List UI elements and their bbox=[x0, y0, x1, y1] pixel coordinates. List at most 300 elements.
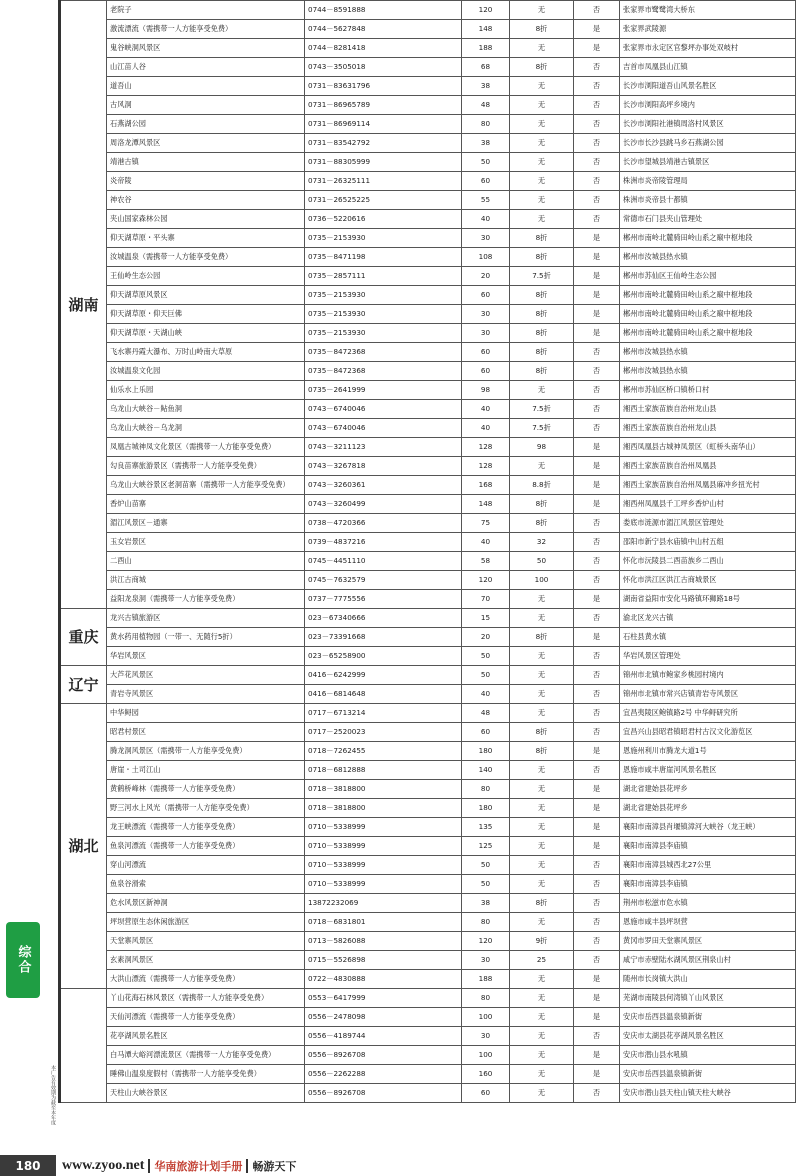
region-label: 重庆 bbox=[60, 609, 107, 666]
address: 怀化市沅陵县二酉苗族乡二酉山 bbox=[620, 552, 796, 571]
table-row bbox=[60, 495, 796, 514]
free-flag: 否 bbox=[574, 856, 620, 875]
table-row bbox=[60, 533, 796, 552]
address: 随州市长岗镇大洪山 bbox=[620, 970, 796, 989]
phone: 0743－3267818 bbox=[305, 457, 462, 476]
free-flag: 是 bbox=[574, 799, 620, 818]
phone: 0717－2520023 bbox=[305, 723, 462, 742]
free-flag: 是 bbox=[574, 476, 620, 495]
free-flag: 是 bbox=[574, 229, 620, 248]
address: 长沙市望城县靖港古镇景区 bbox=[620, 153, 796, 172]
free-flag: 否 bbox=[574, 191, 620, 210]
table-row bbox=[60, 799, 796, 818]
spot-name: 鱼泉谷滑索 bbox=[107, 875, 305, 894]
address: 渝北区龙兴古镇 bbox=[620, 609, 796, 628]
free-flag: 否 bbox=[574, 913, 620, 932]
free-flag: 是 bbox=[574, 39, 620, 58]
ticket-price: 60 bbox=[462, 362, 510, 381]
discount: 25 bbox=[510, 951, 574, 970]
discount: 8折 bbox=[510, 58, 574, 77]
spot-name: 玄素洞风景区 bbox=[107, 951, 305, 970]
table-row bbox=[60, 666, 796, 685]
ticket-price: 58 bbox=[462, 552, 510, 571]
discount: 7.5折 bbox=[510, 267, 574, 286]
phone: 0731－26325111 bbox=[305, 172, 462, 191]
table-row bbox=[60, 438, 796, 457]
table-row bbox=[60, 343, 796, 362]
spot-name: 汝城温泉（需携带一人方能享受免费） bbox=[107, 248, 305, 267]
ticket-price: 40 bbox=[462, 685, 510, 704]
free-flag: 否 bbox=[574, 552, 620, 571]
free-flag: 否 bbox=[574, 1084, 620, 1103]
phone: 0416－6814648 bbox=[305, 685, 462, 704]
discount: 8折 bbox=[510, 229, 574, 248]
phone: 0710－5338999 bbox=[305, 837, 462, 856]
table-row bbox=[60, 514, 796, 533]
free-flag: 否 bbox=[574, 419, 620, 438]
discount: 8折 bbox=[510, 628, 574, 647]
ticket-price: 80 bbox=[462, 780, 510, 799]
spot-name: 青岩寺风景区 bbox=[107, 685, 305, 704]
table-row bbox=[60, 913, 796, 932]
free-flag: 否 bbox=[574, 875, 620, 894]
spot-name: 神农谷 bbox=[107, 191, 305, 210]
table-row bbox=[60, 685, 796, 704]
spot-name: 睡佛山温泉度假村（需携带一人方能享受免费） bbox=[107, 1065, 305, 1084]
discount: 无 bbox=[510, 1065, 574, 1084]
ticket-price: 80 bbox=[462, 913, 510, 932]
ticket-price: 125 bbox=[462, 837, 510, 856]
discount: 无 bbox=[510, 704, 574, 723]
phone: 0715－5526898 bbox=[305, 951, 462, 970]
spot-name: 仰天湖草原・仰天巨佛 bbox=[107, 305, 305, 324]
table-row bbox=[60, 761, 796, 780]
spot-name: 仰天湖草原・平头寨 bbox=[107, 229, 305, 248]
free-flag: 是 bbox=[574, 590, 620, 609]
address: 郴州市汝城县热水镇 bbox=[620, 362, 796, 381]
phone: 0556－8926708 bbox=[305, 1084, 462, 1103]
ticket-price: 48 bbox=[462, 96, 510, 115]
address: 黄冈市罗田天堂寨风景区 bbox=[620, 932, 796, 951]
free-flag: 否 bbox=[574, 704, 620, 723]
free-flag: 是 bbox=[574, 989, 620, 1008]
spot-name: 乌龙山大峡谷景区老洞苗寨（需携带一人方能享受免费） bbox=[107, 476, 305, 495]
discount: 无 bbox=[510, 856, 574, 875]
ticket-price: 100 bbox=[462, 1046, 510, 1065]
spot-name: 龙兴古镇旅游区 bbox=[107, 609, 305, 628]
table-row bbox=[60, 305, 796, 324]
ticket-price: 135 bbox=[462, 818, 510, 837]
address: 张家界武陵源 bbox=[620, 20, 796, 39]
region-label: 湖南 bbox=[60, 1, 107, 609]
phone: 0731－26525225 bbox=[305, 191, 462, 210]
ticket-price: 48 bbox=[462, 704, 510, 723]
discount: 8折 bbox=[510, 723, 574, 742]
discount: 8折 bbox=[510, 742, 574, 761]
ticket-price: 180 bbox=[462, 742, 510, 761]
discount: 无 bbox=[510, 1046, 574, 1065]
discount: 无 bbox=[510, 780, 574, 799]
discount: 无 bbox=[510, 666, 574, 685]
table-row bbox=[60, 875, 796, 894]
discount: 无 bbox=[510, 381, 574, 400]
discount: 无 bbox=[510, 761, 574, 780]
footer-url[interactable]: www.zyoo.net bbox=[62, 1157, 145, 1173]
phone: 0718－6812888 bbox=[305, 761, 462, 780]
phone: 0735－8471198 bbox=[305, 248, 462, 267]
spot-name: 花亭湖风景名胜区 bbox=[107, 1027, 305, 1046]
free-flag: 否 bbox=[574, 951, 620, 970]
ticket-price: 30 bbox=[462, 951, 510, 970]
table-row bbox=[60, 191, 796, 210]
footer-slogan: 畅游天下 bbox=[252, 1159, 297, 1173]
discount: 无 bbox=[510, 913, 574, 932]
spot-name: 坪坝营原生态休闲旅游区 bbox=[107, 913, 305, 932]
discount: 8折 bbox=[510, 248, 574, 267]
phone: 0739－4837216 bbox=[305, 533, 462, 552]
phone: 0743－3260361 bbox=[305, 476, 462, 495]
address: 安庆市岳西县温泉镇新街 bbox=[620, 1065, 796, 1084]
discount: 无 bbox=[510, 96, 574, 115]
discount: 8折 bbox=[510, 894, 574, 913]
phone: 0553－6417999 bbox=[305, 989, 462, 1008]
spot-name: 唐崖・土司江山 bbox=[107, 761, 305, 780]
spot-name: 白马潭大峪河漂流景区（需携带一人方能享受免费） bbox=[107, 1046, 305, 1065]
free-flag: 是 bbox=[574, 837, 620, 856]
discount: 无 bbox=[510, 647, 574, 666]
phone: 023－73391668 bbox=[305, 628, 462, 647]
spot-name: 王仙岭生态公园 bbox=[107, 267, 305, 286]
phone: 023－67340666 bbox=[305, 609, 462, 628]
free-flag: 是 bbox=[574, 628, 620, 647]
ticket-price: 188 bbox=[462, 39, 510, 58]
section-tab[interactable]: 综合 bbox=[6, 922, 40, 998]
free-flag: 否 bbox=[574, 1027, 620, 1046]
phone: 0718－3818800 bbox=[305, 799, 462, 818]
discount: 无 bbox=[510, 590, 574, 609]
phone: 0737－7775556 bbox=[305, 590, 462, 609]
free-flag: 否 bbox=[574, 647, 620, 666]
spot-name: 鱼泉河漂流（需携带一人方能享受免费） bbox=[107, 837, 305, 856]
ticket-price: 38 bbox=[462, 77, 510, 96]
address: 荆州市松滋市危水镇 bbox=[620, 894, 796, 913]
ticket-price: 120 bbox=[462, 932, 510, 951]
discount: 无 bbox=[510, 609, 574, 628]
table-row bbox=[60, 77, 796, 96]
discount: 无 bbox=[510, 457, 574, 476]
discount: 8折 bbox=[510, 324, 574, 343]
table-row bbox=[60, 1065, 796, 1084]
phone: 0731－86969114 bbox=[305, 115, 462, 134]
table-row bbox=[60, 590, 796, 609]
spot-name: 乌龙山大峡谷－鲇鱼洞 bbox=[107, 400, 305, 419]
discount: 8折 bbox=[510, 514, 574, 533]
phone: 0745－7632579 bbox=[305, 571, 462, 590]
address: 湘西凤凰县古城神凤景区（虹桥头南华山） bbox=[620, 438, 796, 457]
table-row bbox=[60, 457, 796, 476]
spot-name: 道吾山 bbox=[107, 77, 305, 96]
free-flag: 是 bbox=[574, 742, 620, 761]
discount: 50 bbox=[510, 552, 574, 571]
region-label: 湖北 bbox=[60, 704, 107, 989]
free-flag: 否 bbox=[574, 723, 620, 742]
address: 安庆市潜山县水吼镇 bbox=[620, 1046, 796, 1065]
discount: 8折 bbox=[510, 286, 574, 305]
address: 邵阳市新宁县水庙镇中山村五组 bbox=[620, 533, 796, 552]
ticket-price: 168 bbox=[462, 476, 510, 495]
phone: 0743－6740046 bbox=[305, 419, 462, 438]
phone: 0717－6713214 bbox=[305, 704, 462, 723]
address: 华岩风景区管理处 bbox=[620, 647, 796, 666]
free-flag: 否 bbox=[574, 210, 620, 229]
discount: 无 bbox=[510, 799, 574, 818]
address: 湘西土家族苗族自治州凤凰县 bbox=[620, 457, 796, 476]
table-row bbox=[60, 39, 796, 58]
spot-name: 玉女岩景区 bbox=[107, 533, 305, 552]
ticket-price: 108 bbox=[462, 248, 510, 267]
phone: 13872232069 bbox=[305, 894, 462, 913]
free-flag: 是 bbox=[574, 970, 620, 989]
spot-name: 仰天湖草原・天湖山峡 bbox=[107, 324, 305, 343]
ticket-price: 80 bbox=[462, 115, 510, 134]
phone: 0556－8926708 bbox=[305, 1046, 462, 1065]
free-flag: 否 bbox=[574, 58, 620, 77]
address: 郴州市南岭北麓骑田岭山系之巅中枢地段 bbox=[620, 229, 796, 248]
phone: 0731－86965789 bbox=[305, 96, 462, 115]
table-row bbox=[60, 210, 796, 229]
address: 湖北省建始县花坪乡 bbox=[620, 780, 796, 799]
ticket-price: 60 bbox=[462, 172, 510, 191]
address: 娄底市涟源市湄江风景区管理处 bbox=[620, 514, 796, 533]
table-row bbox=[60, 1046, 796, 1065]
footer-brand: 华南旅游计划手册 bbox=[154, 1159, 243, 1173]
ticket-price: 70 bbox=[462, 590, 510, 609]
free-flag: 否 bbox=[574, 932, 620, 951]
address: 湖南省益阳市安化马路镇环狮路18号 bbox=[620, 590, 796, 609]
free-flag: 否 bbox=[574, 400, 620, 419]
free-flag: 否 bbox=[574, 77, 620, 96]
table-row bbox=[60, 837, 796, 856]
spot-name: 石燕湖公园 bbox=[107, 115, 305, 134]
discount: 无 bbox=[510, 1, 574, 20]
spot-name: 鬼谷峡洞风景区 bbox=[107, 39, 305, 58]
spot-name: 古风洞 bbox=[107, 96, 305, 115]
discount: 无 bbox=[510, 837, 574, 856]
address: 芜湖市南陵县何湾镇丫山风景区 bbox=[620, 989, 796, 1008]
sidebar bbox=[0, 0, 60, 1150]
table-row bbox=[60, 419, 796, 438]
discount: 无 bbox=[510, 875, 574, 894]
discount: 无 bbox=[510, 1008, 574, 1027]
discount: 8折 bbox=[510, 343, 574, 362]
phone: 0416－6242999 bbox=[305, 666, 462, 685]
discount: 无 bbox=[510, 153, 574, 172]
phone: 0735－2857111 bbox=[305, 267, 462, 286]
address: 襄阳市南漳县李庙镇 bbox=[620, 837, 796, 856]
spot-name: 天堂寨风景区 bbox=[107, 932, 305, 951]
discount: 8折 bbox=[510, 305, 574, 324]
spot-name: 飞水寨丹霞大瀑布、万时山岭南大草原 bbox=[107, 343, 305, 362]
table-row bbox=[60, 951, 796, 970]
free-flag: 是 bbox=[574, 305, 620, 324]
discount: 100 bbox=[510, 571, 574, 590]
table-row bbox=[60, 970, 796, 989]
discount: 无 bbox=[510, 115, 574, 134]
phone: 0744－8591888 bbox=[305, 1, 462, 20]
free-flag: 否 bbox=[574, 685, 620, 704]
address: 襄阳市南漳县城西北27公里 bbox=[620, 856, 796, 875]
free-flag: 否 bbox=[574, 666, 620, 685]
spot-name: 二酉山 bbox=[107, 552, 305, 571]
free-flag: 否 bbox=[574, 115, 620, 134]
spot-name: 仙乐水上乐园 bbox=[107, 381, 305, 400]
phone: 0735－2153930 bbox=[305, 229, 462, 248]
spot-name: 老院子 bbox=[107, 1, 305, 20]
table-row bbox=[60, 1084, 796, 1103]
address: 恩施市咸丰唐崖河风景名胜区 bbox=[620, 761, 796, 780]
ticket-price: 100 bbox=[462, 1008, 510, 1027]
free-flag: 是 bbox=[574, 20, 620, 39]
free-flag: 否 bbox=[574, 362, 620, 381]
address: 长沙市长沙县跳马乡石燕湖公园 bbox=[620, 134, 796, 153]
address: 安庆市太湖县花亭湖风景名胜区 bbox=[620, 1027, 796, 1046]
address: 锦州市北镇市鲍家乡桃园村境内 bbox=[620, 666, 796, 685]
discount: 7.5折 bbox=[510, 400, 574, 419]
ticket-price: 30 bbox=[462, 1027, 510, 1046]
address: 锦州市北镇市常兴店镇青岩寺风景区 bbox=[620, 685, 796, 704]
spot-name: 穿山河漂流 bbox=[107, 856, 305, 875]
address: 怀化市洪江区洪江古商城景区 bbox=[620, 571, 796, 590]
phone: 0710－5338999 bbox=[305, 818, 462, 837]
phone: 0710－5338999 bbox=[305, 856, 462, 875]
phone: 0744－5627848 bbox=[305, 20, 462, 39]
table-row bbox=[60, 134, 796, 153]
discount: 无 bbox=[510, 172, 574, 191]
address: 安庆市潜山县天柱山镇天柱大峡谷 bbox=[620, 1084, 796, 1103]
ticket-price: 20 bbox=[462, 267, 510, 286]
ticket-price: 55 bbox=[462, 191, 510, 210]
address: 郴州市苏仙区桥口镇桥口村 bbox=[620, 381, 796, 400]
discount: 无 bbox=[510, 1027, 574, 1046]
table-row bbox=[60, 856, 796, 875]
ticket-price: 60 bbox=[462, 1084, 510, 1103]
spot-name: 周洛龙潭风景区 bbox=[107, 134, 305, 153]
table-row bbox=[60, 153, 796, 172]
discount: 无 bbox=[510, 191, 574, 210]
discount: 无 bbox=[510, 989, 574, 1008]
ticket-price: 15 bbox=[462, 609, 510, 628]
address: 常德市石门县夹山管理处 bbox=[620, 210, 796, 229]
discount: 32 bbox=[510, 533, 574, 552]
phone: 0744－8281418 bbox=[305, 39, 462, 58]
address: 湘西州凤凰县千工坪乡香炉山村 bbox=[620, 495, 796, 514]
ticket-price: 120 bbox=[462, 571, 510, 590]
free-flag: 是 bbox=[574, 780, 620, 799]
phone: 0718－7262455 bbox=[305, 742, 462, 761]
spot-name: 凤凰古城神凤文化景区（需携带一人方能享受免费） bbox=[107, 438, 305, 457]
table-row bbox=[60, 476, 796, 495]
discount: 无 bbox=[510, 970, 574, 989]
address: 安庆市岳西县温泉镇新街 bbox=[620, 1008, 796, 1027]
table-row bbox=[60, 115, 796, 134]
table-row bbox=[60, 1, 796, 20]
ticket-price: 30 bbox=[462, 305, 510, 324]
free-flag: 否 bbox=[574, 1, 620, 20]
discount: 8折 bbox=[510, 495, 574, 514]
free-flag: 否 bbox=[574, 134, 620, 153]
spot-name: 山江苗人谷 bbox=[107, 58, 305, 77]
discount: 8折 bbox=[510, 362, 574, 381]
phone: 0735－2153930 bbox=[305, 324, 462, 343]
ticket-price: 98 bbox=[462, 381, 510, 400]
table-row bbox=[60, 647, 796, 666]
ticket-price: 50 bbox=[462, 875, 510, 894]
phone: 0743－3505018 bbox=[305, 58, 462, 77]
table-row bbox=[60, 172, 796, 191]
ticket-price: 128 bbox=[462, 457, 510, 476]
discount: 9折 bbox=[510, 932, 574, 951]
free-flag: 是 bbox=[574, 267, 620, 286]
discount: 7.5折 bbox=[510, 419, 574, 438]
ticket-price: 50 bbox=[462, 153, 510, 172]
ticket-price: 40 bbox=[462, 210, 510, 229]
table-row bbox=[60, 400, 796, 419]
address: 襄阳市南漳县李庙镇 bbox=[620, 875, 796, 894]
table-row bbox=[60, 267, 796, 286]
table-row bbox=[60, 894, 796, 913]
table-row bbox=[60, 324, 796, 343]
address: 湘西土家族苗族自治州凤凰县麻冲乡扭光村 bbox=[620, 476, 796, 495]
ticket-price: 50 bbox=[462, 666, 510, 685]
discount: 无 bbox=[510, 685, 574, 704]
spot-name: 天柱山大峡谷景区 bbox=[107, 1084, 305, 1103]
table-row bbox=[60, 58, 796, 77]
table-row bbox=[60, 286, 796, 305]
phone: 0713－5826088 bbox=[305, 932, 462, 951]
free-flag: 否 bbox=[574, 381, 620, 400]
address: 湘西土家族苗族自治州龙山县 bbox=[620, 419, 796, 438]
side-note: 本广告有效期为截至本年度 bbox=[50, 1065, 56, 1125]
phone: 0722－4830888 bbox=[305, 970, 462, 989]
phone: 0738－4720366 bbox=[305, 514, 462, 533]
address: 石柱县黄水镇 bbox=[620, 628, 796, 647]
ticket-price: 60 bbox=[462, 723, 510, 742]
phone: 0735－2641999 bbox=[305, 381, 462, 400]
address: 吉首市凤凰县山江镇 bbox=[620, 58, 796, 77]
phone: 0556－4189744 bbox=[305, 1027, 462, 1046]
address: 郴州市南岭北麓骑田岭山系之巅中枢地段 bbox=[620, 305, 796, 324]
discount: 无 bbox=[510, 818, 574, 837]
free-flag: 是 bbox=[574, 248, 620, 267]
table-row bbox=[60, 609, 796, 628]
discount: 无 bbox=[510, 39, 574, 58]
table-row bbox=[60, 552, 796, 571]
table-row bbox=[60, 932, 796, 951]
spot-name: 汝城温泉文化园 bbox=[107, 362, 305, 381]
discount: 8.8折 bbox=[510, 476, 574, 495]
spot-name: 腾龙洞风景区（需携带一人方能享受免费） bbox=[107, 742, 305, 761]
phone: 0710－5338999 bbox=[305, 875, 462, 894]
ticket-price: 160 bbox=[462, 1065, 510, 1084]
address: 宜昌夷陵区鲍镇路2号 中华鲟研究所 bbox=[620, 704, 796, 723]
free-flag: 是 bbox=[574, 1046, 620, 1065]
phone: 0736－5220616 bbox=[305, 210, 462, 229]
ticket-price: 50 bbox=[462, 856, 510, 875]
address: 湖北省建始县花坪乡 bbox=[620, 799, 796, 818]
ticket-price: 38 bbox=[462, 134, 510, 153]
spot-name: 激流漂流（需携带一人方能享受免费） bbox=[107, 20, 305, 39]
ticket-price: 148 bbox=[462, 495, 510, 514]
